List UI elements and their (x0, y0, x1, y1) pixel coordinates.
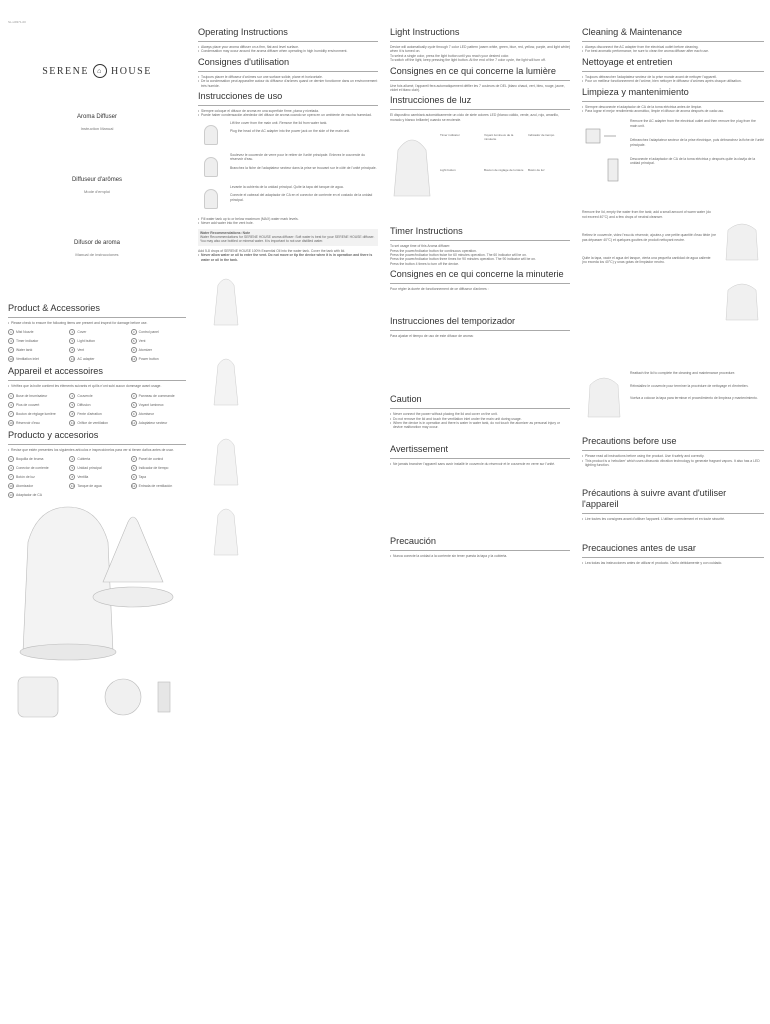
divider (582, 513, 764, 514)
clean-row (582, 210, 764, 365)
divider (8, 444, 186, 445)
column-cleaning (582, 24, 764, 568)
divider (582, 557, 764, 558)
part-label: Conector de corriente (16, 466, 49, 471)
part-item (131, 483, 186, 489)
clean-s5: Retirez le couvercle, videz l'eau du réservoir, ajoutez-y une petite quantité d'eau tiède (ne pas dépasser 40°C) et quelques gouttes de produit nettoyant neutre. (582, 233, 716, 242)
divider (390, 109, 570, 110)
part-number-icon: 3 (131, 329, 137, 335)
tbl-0: Timer indicator (440, 133, 460, 138)
part-item (69, 402, 124, 408)
part-number-icon: 4 (8, 402, 14, 408)
precautions-l1: • Please read all instructions before using the product. Use it safely and correctly. (582, 454, 764, 458)
operating-es-b1: • Siempre coloque el difusor de aroma en una superficie firme, plana y nivelada. (198, 109, 378, 113)
setup-steps (198, 121, 378, 211)
control-panel-figure (390, 130, 570, 200)
subtitle-fr: Mode d'emploi (84, 189, 110, 194)
part-number-icon: 7 (8, 411, 14, 417)
adapter-illustration (158, 682, 170, 712)
part-number-icon: 1 (8, 393, 14, 399)
part-number-icon: 13 (9, 493, 13, 498)
part-item (8, 338, 63, 344)
caution-heading-es: Precaución (390, 536, 436, 547)
tbl-5: Botón de luz (528, 168, 545, 173)
products-heading-en: Product & Accessories (8, 303, 100, 313)
diffuser-step-a (214, 279, 238, 325)
timer-l3: Press the power/indicator button twice for 60 minutes operation. The 60 indicator will be on. (390, 253, 527, 258)
light-heading-fr: Consignes en ce qui concerne la lumière (390, 65, 556, 76)
part-label: Atomizador (16, 484, 34, 489)
subtitle-en: Instruction Manual (80, 126, 114, 131)
operating-heading-fr: Consignes d'utilisation (198, 56, 290, 67)
divider (198, 71, 378, 72)
precautions-heading: Precautions before use (582, 436, 677, 447)
part-number-icon: 12 (131, 484, 136, 489)
part-item (131, 411, 186, 417)
document-id: SL-H9371-00 (8, 20, 26, 24)
step-6: Conecte el cabezal del adaptador de CA en el conector de corriente en el costado de la unidad principal. (230, 193, 373, 202)
timer-heading: Timer Instructions (390, 226, 463, 237)
tbl-1: Voyant lumineux de la minuterie (484, 133, 514, 142)
part-number-icon: 8 (69, 474, 75, 480)
part-label: Cubierta (77, 457, 91, 462)
step-figure (198, 121, 226, 147)
clean-s8: Réinstallez le couvercle pour terminer la procédure de nettoyage et d'entretien. (630, 383, 749, 388)
caution-l3: • When the device is in operation and there is water in water tank, do not touch the atomizer as personal injury or device malfunction may occur. (390, 421, 570, 430)
plug-figure (582, 119, 626, 204)
part-label: Control panel (138, 330, 159, 335)
part-number-icon: 5 (69, 402, 75, 408)
diffuser-icon (204, 125, 218, 145)
part-item (8, 347, 63, 353)
column-operating (198, 24, 378, 570)
part-item (69, 465, 124, 471)
timer-es-text: Para ajustar el tiempo de uso de este difusor de aroma: (390, 333, 474, 338)
cover-illustration (23, 507, 113, 652)
step-row (198, 185, 378, 211)
cover-fr (8, 177, 186, 194)
part-item (8, 420, 63, 426)
bottom-view-illustration (105, 679, 141, 715)
part-label: Timer indicator (16, 339, 39, 344)
part-item (131, 329, 186, 335)
part-label: Fente d'aération (77, 411, 102, 416)
part-label: Power button (138, 357, 159, 362)
diffuser-step-c (214, 439, 238, 485)
cleaning-illustration (720, 210, 764, 360)
step-1: Lift the cover from the main unit. Remove the lid from water tank. (230, 120, 328, 125)
operating-fr-b1: • Toujours placer le diffuseur d'arômes sur une surface solide, plane et horizontale. (198, 75, 378, 79)
caution-l2: • Do not remove the lid and touch the ventilation inlet under the main unit during usage. (390, 417, 570, 421)
part-label: Atomiseur (138, 411, 154, 416)
step-2: Plug the head of the AC adapter into the power jack on the side of the main unit. (230, 129, 351, 134)
part-number-icon: 11 (70, 357, 74, 362)
part-item (69, 338, 124, 344)
part-item (8, 356, 63, 362)
precautions-heading-fr: Précautions à suivre avant d'utiliser l'appareil (582, 487, 727, 509)
add-oil-text: Add 5-8 drops of SERENE HOUSE 100% Essential Oil into the water tank. Cover the tank with lid. (198, 248, 346, 253)
light-heading-es: Instrucciones de luz (390, 95, 472, 106)
divider (390, 330, 570, 331)
part-number-icon: 10 (9, 484, 13, 489)
part-number-icon: 6 (131, 402, 137, 408)
operating-fr-b2: • De la condensation peut apparaître autour du diffuseur d'arômes quand ce dernier fonctionne dans un environnement très humide. (198, 79, 378, 88)
part-item (131, 465, 186, 471)
part-label: Vent (138, 339, 146, 344)
operating-heading-es: Instrucciones de uso (198, 91, 283, 102)
clean-row (582, 371, 764, 426)
part-label: Diffusion (77, 402, 91, 407)
operating-b2: • Condensation may occur around the aroma diffuser when operating in high humidity environment. (198, 49, 378, 53)
light-l3: To switch off the light, keep pressing the light button. At the end of the 7 color cycle, the light will turn off. (390, 58, 546, 63)
control-label-table (440, 133, 570, 197)
cleaning-heading-fr: Nettoyage et entretien (582, 56, 673, 67)
water-rec-heading: Water Recommendations: Note (200, 230, 251, 235)
part-item (8, 402, 63, 408)
part-number-icon: 10 (9, 357, 13, 362)
tbl-2: Indicador de tiempo (528, 133, 555, 138)
part-label: Tanque de agua (77, 484, 102, 489)
timer-l4: Press the power/indicator button three times for 90 minutes operation. The 90 indicator will be on. (390, 257, 537, 262)
part-number-icon: 7 (8, 347, 14, 353)
part-number-icon: 8 (69, 347, 75, 353)
divider (582, 41, 764, 42)
part-label: Adaptateur secteur (138, 420, 168, 425)
step-figure (198, 185, 226, 211)
step-5: Levante la cubierta de la unidad principal. Quite la tapa del tanque de agua. (230, 184, 344, 189)
water-rec-text: Water Recommendations for SERENE HOUSE aroma diffuser: Soft water is best for your SERENE HOUSE diffuser. You may also use bottled or mineral water. It is important to not use distilled water. (200, 235, 375, 244)
part-number-icon: 9 (131, 347, 137, 353)
part-number-icon: 6 (131, 338, 137, 344)
part-label: Cover (77, 330, 87, 335)
part-number-icon: 1 (8, 456, 14, 462)
brand-logo (8, 64, 186, 78)
part-number-icon: 7 (8, 474, 14, 480)
products-intro-es: • Revise que estén presentes los siguientes artículos e inspecciónelos para ver si tienen daños antes de usar. (8, 448, 186, 452)
part-label: Réservoir d'eau (16, 420, 40, 425)
precautions-es-text: • Lea todas las instrucciones antes de utilizar el producto. Úselo debidamente y con cuidado. (582, 561, 764, 565)
timer-heading-es: Instrucciones del temporizador (390, 315, 516, 326)
title-fr: Diffuseur d'arômes (71, 177, 123, 183)
divider (390, 550, 570, 551)
base-illustration (20, 644, 116, 660)
clean-s1: Remove the AC adapter from the electrical outlet and then remove the plug from the main unit. (630, 119, 756, 128)
part-item (8, 474, 63, 480)
part-label: Light button (77, 339, 96, 344)
step-row (198, 121, 378, 147)
cleaning-heading-es: Limpieza y mantenimiento (582, 86, 689, 97)
part-label: Atomizer (138, 348, 153, 353)
caution-heading: Caution (390, 394, 422, 405)
part-number-icon: 11 (70, 420, 74, 425)
part-label: Mist Nozzle (16, 330, 34, 335)
precautions-heading-es: Precauciones antes de usar (582, 543, 696, 554)
house-icon: ⌂ (93, 64, 107, 78)
caution-es-text: • Nunca conecte la unidad a la corriente sin tener puesta la tapa y la cubierta. (390, 554, 570, 558)
precautions-l2: • This product is a 'nebulizer' which uses ultrasonic vibration technology to generate fragrant vapors. It also has a LED lighting function. (582, 459, 764, 468)
step-illustrations (198, 265, 378, 565)
timer-l5: Press the button 4 times to turn off the device. (390, 261, 460, 266)
part-number-icon: 9 (131, 474, 137, 480)
cleaning-b1: • Always disconnect the AC adapter from the electrical outlet before cleaning. (582, 45, 764, 49)
part-item (131, 356, 186, 362)
part-label: Plus de couvert (16, 402, 40, 407)
light-fr-text: Une fois allumé, l'appareil fera automatiquement défiler les 7 couleurs de DEL (blanc chaud, vert, bleu, rouge, jaune, violet et blanc clair). (390, 83, 565, 93)
part-number-icon: 1 (8, 329, 14, 335)
part-label: Water tank (16, 348, 33, 353)
divider (390, 408, 570, 409)
products-heading-es: Producto y accesorios (8, 429, 99, 440)
control-panel-illustration (18, 677, 58, 717)
brand-left: SERENE (42, 65, 89, 77)
part-item (69, 356, 124, 362)
part-number-icon: 5 (69, 338, 75, 344)
part-label: Vent (77, 348, 85, 353)
part-item (8, 411, 63, 417)
cleaning-es-b2: • Para lograr el mejor rendimiento aromático, limpie el difusor de aroma después de cada uso. (582, 109, 764, 113)
part-number-icon: 3 (131, 456, 137, 462)
part-number-icon: 4 (8, 338, 14, 344)
caution-heading-fr: Avertissement (390, 443, 449, 454)
step-row (198, 153, 378, 179)
part-item (69, 456, 124, 462)
part-number-icon: 3 (131, 393, 137, 399)
part-label: Boquilla de bruma (16, 457, 44, 462)
part-label: Orifice de ventilation (77, 420, 109, 425)
part-item (8, 393, 63, 399)
products-intro-en: • Please check to ensure the following items are present and inspect for damage before use. (8, 321, 186, 325)
part-label: Voyant lumineux (138, 402, 164, 407)
part-item (69, 483, 124, 489)
parts-list-es (8, 456, 186, 498)
cleaning-fr-b1: • Toujours débrancher l'adaptateur secteur de la prise murale avant de nettoyer l'appareil. (582, 75, 764, 79)
cleaning-es-b1: • Siempre desconecte el adaptador de CA de la toma eléctrica antes de limpiar. (582, 105, 764, 109)
part-item (8, 456, 63, 462)
part-label: Bouton de réglage lumière (16, 411, 56, 416)
cleaning-b2: • For best aromatic performance, be sure to clean the aroma diffuser after each use. (582, 49, 764, 53)
diffuser-icon (204, 157, 218, 177)
operating-b1: • Always place your aroma diffuser on a firm, flat and level surface. (198, 45, 378, 49)
part-number-icon: 2 (69, 393, 75, 399)
diffuser-step-d (214, 509, 238, 555)
water-warning: • Never allow water or oil to enter the vent. Do not move or tip the device when it is in operation and there is water or oil in the tank. (198, 253, 378, 262)
step-4: Branchez la fiche de l'adaptateur secteur dans la prise se trouvant sur le côté de l'unité principale. (230, 165, 377, 170)
parts-list-fr (8, 393, 186, 426)
part-item (69, 393, 124, 399)
cleaning-figure (720, 210, 764, 365)
part-label: Entrada de ventilación (138, 484, 173, 489)
divider (582, 101, 764, 102)
timer-l2: Press the power/indicator button for continuous operation. (390, 248, 477, 253)
light-es-text: El dispositivo cambiará automáticamente un ciclo de siete colores LED (blanco cálido, verde, azul, rojo, amarillo, morado y blanco brillante) cuando se enciende. (390, 113, 559, 122)
part-number-icon: 10 (9, 420, 13, 425)
part-number-icon: 6 (131, 465, 137, 471)
reattach-figure (582, 371, 626, 426)
water-recommendations (198, 229, 378, 246)
caution-fr-text: • Ne jamais brancher l'appareil sans avoir installé le couvercle du réservoir et le couvercle en verre sur l'unité. (390, 462, 570, 466)
part-item (69, 329, 124, 335)
divider (390, 283, 570, 284)
step-figure (198, 153, 226, 179)
part-item (69, 420, 124, 426)
part-label: Ventilation inlet (16, 357, 39, 362)
diffuser-icon (204, 189, 218, 209)
diffuser-step-b (214, 359, 238, 405)
part-label: Adaptador de CA (16, 493, 43, 498)
part-label: Buse de brumisateur (16, 393, 48, 398)
part-item (131, 420, 186, 426)
part-item (69, 347, 124, 353)
cleaning-heading: Cleaning & Maintenance (582, 27, 683, 37)
column-cover (8, 24, 186, 737)
part-number-icon: 12 (131, 420, 136, 425)
water-note-1: • Fill water tank up to or below maximum (MAX) water mark levels. (198, 217, 378, 221)
clean-s3: Desconecte el adaptador de CA de la toma eléctrica y después quite la clavija de la unidad principal. (630, 157, 756, 166)
part-item (131, 347, 186, 353)
plug-icon (582, 119, 626, 199)
part-number-icon: 12 (131, 357, 136, 362)
cleaning-fr-b2: • Pour un meilleur fonctionnement de l'arôme, bien nettoyer le diffuseur d'arômes après chaque utilisation. (582, 79, 764, 83)
divider (8, 380, 186, 381)
tbl-3: Light button (440, 168, 456, 173)
part-item (8, 329, 63, 335)
divider (390, 240, 570, 241)
part-item (8, 465, 63, 471)
divider (198, 41, 378, 42)
part-item (131, 456, 186, 462)
divider (582, 71, 764, 72)
light-l2: To select a single color, press the light button until you reach your desired color. (390, 53, 510, 58)
part-item (131, 338, 186, 344)
precautions-fr-text: • Lire toutes les consignes avant d'utiliser l'appareil. L'utiliser correctement et en toute sécurité. (582, 517, 764, 521)
title-es: Difusor de aroma (73, 240, 121, 246)
clean-s4: Remove the lid, empty the water from the tank; add a small amount of warm water (do not exceed 40°C) and a few drops of neutral cleanser. (582, 210, 711, 219)
light-heading: Light Instructions (390, 27, 460, 37)
divider (390, 41, 570, 42)
title-en: Aroma Diffuser (77, 114, 117, 120)
column-light (390, 24, 570, 562)
reattach-illustration (582, 371, 626, 421)
part-number-icon: 8 (69, 411, 75, 417)
part-item (69, 474, 124, 480)
clean-s2: Débranchez l'adaptateur secteur de la prise électrique, puis débranchez la fiche de l'unité principale. (630, 138, 764, 147)
clean-s7: Reattach the lid to complete the cleaning and maintenance procedure. (630, 371, 736, 376)
part-label: Panneau de commande (138, 393, 175, 398)
part-label: AC adapter (77, 357, 95, 362)
caution-l1: • Never connect the power without placing the lid and cover on the unit. (390, 412, 570, 416)
part-number-icon: 2 (69, 329, 75, 335)
timer-fr-text: Pour régler la durée de fonctionnement de ce diffuseur d'arômes : (390, 287, 489, 292)
products-intro-fr: • Vérifiez que la boîte contient les éléments suivants et qu'ils n'ont subi aucun dommage avant usage. (8, 384, 186, 388)
clean-row (582, 119, 764, 204)
lid-illustration (103, 517, 163, 582)
timer-heading-fr: Consignes en ce qui concerne la minuterie (390, 269, 564, 280)
brand-right: HOUSE (110, 65, 152, 77)
part-item (8, 492, 63, 498)
operating-heading: Operating Instructions (198, 27, 288, 37)
products-heading-fr: Appareil et accessoires (8, 366, 103, 377)
part-number-icon: 5 (69, 465, 75, 471)
divider (582, 450, 764, 451)
cleaning-steps (582, 119, 764, 426)
clean-s9: Vuelva a colocar la tapa para terminar el procedimiento de limpieza y mantenimiento. (630, 396, 758, 401)
light-l1: Device will automatically cycle through 7 color LED pattern (warm white, green, blue, red, yellow, purple, and light white) when it is turned on. (390, 45, 570, 54)
part-number-icon: 4 (8, 465, 14, 471)
diffuser-light-icon (390, 130, 434, 200)
water-note-2: • Never add water into the vent hole. (198, 221, 378, 225)
part-label: Ventilla (77, 475, 89, 480)
part-label: Botón de luz (16, 475, 35, 480)
clean-s6: Quite la tapa, vacíe el agua del tanque, vierta una pequeña cantidad de agua caliente (no exceda los 40°C) y unas gotas de limpiador neutro. (582, 256, 711, 265)
part-item (131, 402, 186, 408)
part-label: Couvercle (77, 393, 93, 398)
part-item (131, 474, 186, 480)
cover-es (8, 240, 186, 257)
part-label: Unidad principal (77, 466, 102, 471)
part-number-icon: 11 (70, 484, 74, 489)
subtitle-es: Manual de instrucciones (75, 252, 119, 257)
step-3: Soulevez le couvercle de verre pour le retirer de l'unité principale. Enlevez le couvercle du réservoir d'eau. (230, 152, 366, 162)
part-number-icon: 9 (131, 411, 137, 417)
part-item (131, 393, 186, 399)
tbl-4: Bouton de réglage de lumière (484, 168, 524, 173)
part-number-icon: 2 (69, 456, 75, 462)
operating-es-b2: • Puede haber condensación alrededor del difusor de aroma cuando se opera en un ambiente de mucha humedad. (198, 113, 378, 117)
part-item (8, 483, 63, 489)
divider (390, 458, 570, 459)
parts-list-en (8, 329, 186, 362)
part-label: Indicador de tiempo (138, 466, 169, 471)
part-item (69, 411, 124, 417)
timer-l1: To set usage time of this Aroma diffuser: (390, 244, 451, 249)
cover-en (8, 114, 186, 131)
divider (8, 317, 186, 318)
diffuser-diagram (8, 502, 186, 732)
divider (390, 80, 570, 81)
divider (198, 105, 378, 106)
part-label: Tapa (138, 475, 147, 480)
tank-illustration (93, 587, 173, 607)
part-label: Panel de control (138, 457, 164, 462)
